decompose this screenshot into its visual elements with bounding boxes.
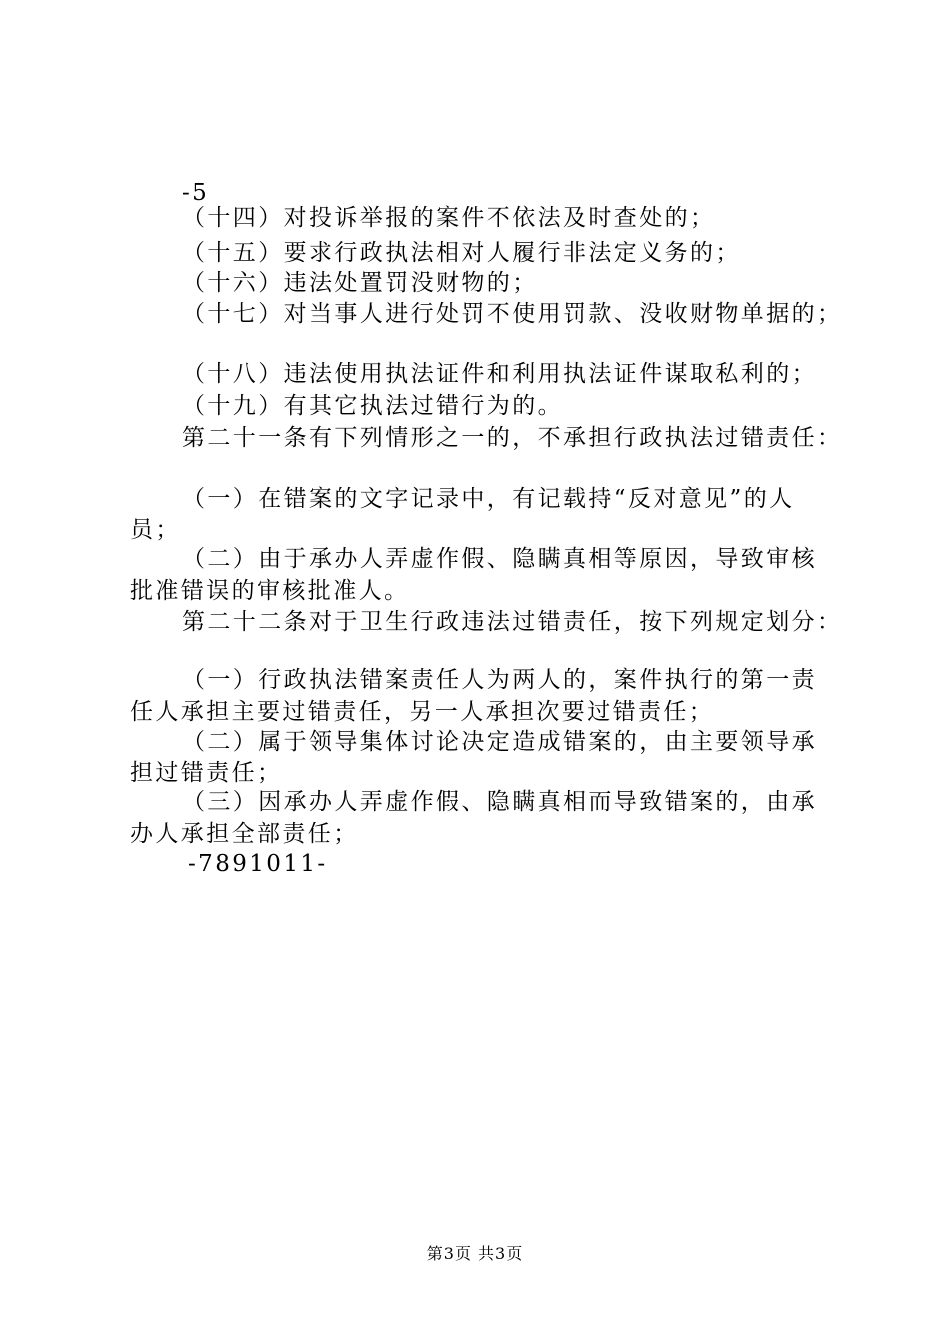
clause-item-14: （十四）对投诉举报的案件不依法及时查处的； — [182, 205, 716, 231]
page-indicator: 第3页 共3页 — [426, 1244, 524, 1263]
clause-item-18: （十八）违法使用执法证件和利用执法证件谋取私利的； — [182, 361, 817, 387]
article-22-heading: 第二十二条对于卫生行政违法过错责任，按下列规定划分： — [182, 609, 843, 635]
clause-item-15: （十五）要求行政执法相对人履行非法定义务的； — [182, 240, 741, 266]
article-22-item-2-cont: 担过错责任； — [130, 760, 283, 786]
clause-item-19: （十九）有其它执法过错行为的。 — [182, 393, 563, 419]
page-number-fragment: -5 — [182, 180, 210, 206]
article-22-item-3: （三）因承办人弄虚作假、隐瞒真相而导致错案的，由承 — [182, 789, 817, 815]
article-22-item-1: （一）行政执法错案责任人为两人的，案件执行的第一责 — [182, 667, 817, 693]
article-22-item-2: （二）属于领导集体讨论决定造成错案的，由主要领导承 — [182, 729, 817, 755]
clause-item-17: （十七）对当事人进行处罚不使用罚款、没收财物单据的； — [182, 301, 843, 327]
article-21-item-1: （一）在错案的文字记录中，有记载持“反对意见”的人 — [182, 486, 795, 512]
article-21-item-2: （二）由于承办人弄虚作假、隐瞒真相等原因，导致审核 — [182, 546, 817, 572]
article-22-item-1-cont: 任人承担主要过错责任，另一人承担次要过错责任； — [130, 699, 715, 725]
article-21-item-1-cont: 员； — [130, 517, 181, 543]
article-21-item-2-cont: 批准错误的审核批准人。 — [130, 578, 410, 604]
page-number-sequence: -7891011- — [188, 851, 328, 877]
article-21-heading: 第二十一条有下列情形之一的，不承担行政执法过错责任： — [182, 425, 843, 451]
page-footer — [0, 1243, 950, 1265]
article-22-item-3-cont: 办人承担全部责任； — [130, 821, 359, 847]
clause-item-16: （十六）违法处置罚没财物的； — [182, 270, 538, 296]
